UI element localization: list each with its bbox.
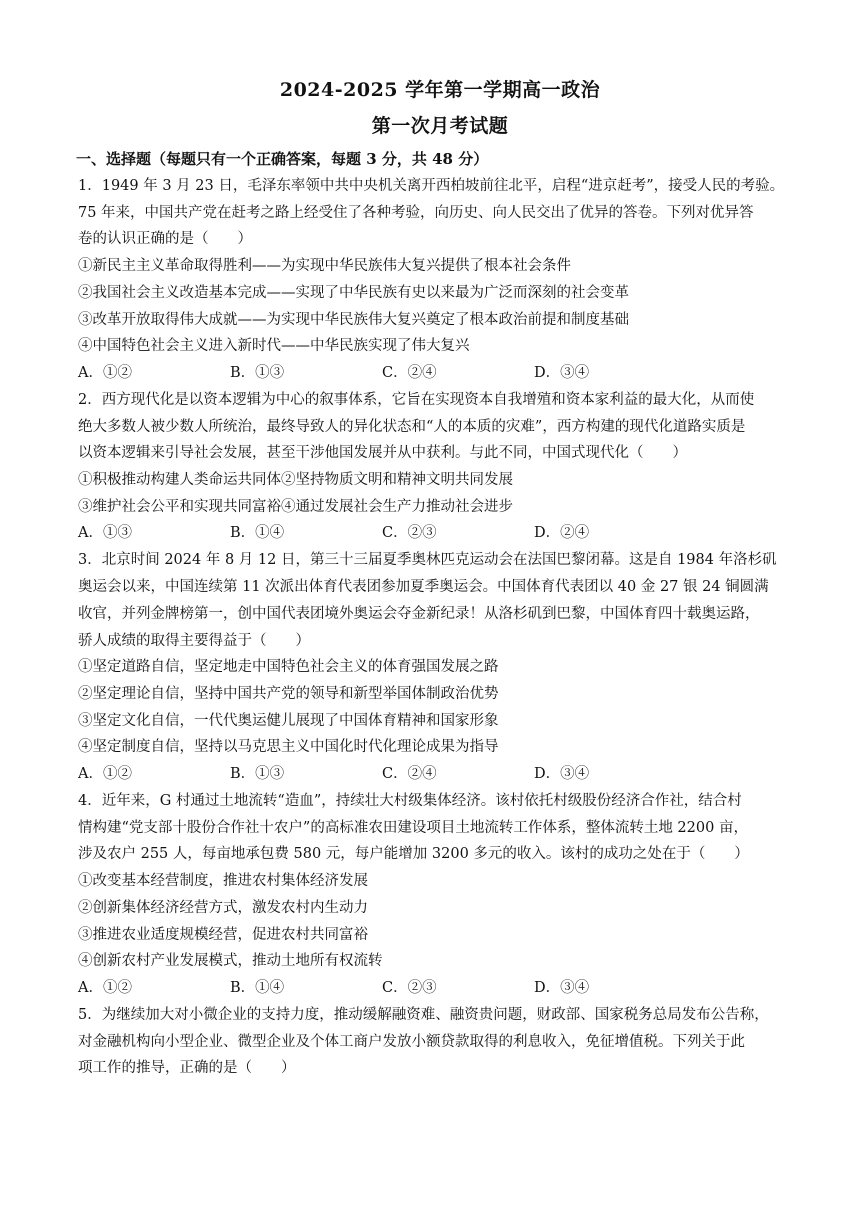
question-stem-line: 情构建“党支部十股份合作社十农户”的高标准农田建设项目土地流转工作体系，整体流转土地 2200 亩， <box>78 819 748 836</box>
statement-item: ④中国特色社会主义进入新时代——中华民族实现了伟大复兴 <box>78 338 470 355</box>
answer-option[interactable]: B．①④ <box>230 525 285 542</box>
answer-option[interactable]: A．①② <box>78 979 132 996</box>
question-stem-line: 收官，并列金牌榜第一，创中国代表团境外奥运会夺金新纪录！从洛杉矶到巴黎，中国体育四十载奥运路， <box>78 605 760 622</box>
question-stem-line: 4．近年来，G 村通过土地流转“造血”，持续壮大村级集体经济。该村依托村级股份经济合作社，结合村 <box>78 793 742 810</box>
question-stem-line: 75 年来，中国共产党在赶考之路上经受住了各种考验，向历史、向人民交出了优异的答卷。下列对优异答 <box>78 204 754 221</box>
statement-item: ③维护社会公平和实现共同富裕④通过发展社会生产力推动社会进步 <box>78 498 513 515</box>
answer-option[interactable]: C．②③ <box>382 525 437 542</box>
statement-item: ②我国社会主义改造基本完成——实现了中华民族有史以来最为广泛而深刻的社会变革 <box>78 284 629 301</box>
question-stem-line: 卷的认识正确的是（ ） <box>78 231 252 248</box>
question-stem-line: 绝大多数人被少数人所统治，最终导致人的异化状态和“人的本质的灾难”，西方构建的现代化道路实质是 <box>78 418 746 435</box>
question-stem-line: 以资本逻辑来引导社会发展，甚至干涉他国发展并从中获利。与此不同，中国式现代化（ ） <box>78 445 687 462</box>
answer-option[interactable]: B．①④ <box>230 979 285 996</box>
exam-subtitle: 第一次月考试题 <box>371 115 509 137</box>
question-stem-line: 1．1949 年 3 月 23 日，毛泽东率领中共中央机关离开西柏坡前往北平，启程“进京赶考”，接受人民的考验。 <box>78 178 785 194</box>
answer-option[interactable]: D．③④ <box>534 364 590 381</box>
statement-item: ①积极推动构建人类命运共同体②坚持物质文明和精神文明共同发展 <box>78 472 513 489</box>
answer-options <box>78 975 802 1002</box>
answer-option[interactable]: B．①③ <box>230 766 285 783</box>
answer-options <box>78 360 802 387</box>
statement-item: ①坚定道路自信，坚定地走中国特色社会主义的体育强国发展之路 <box>78 659 499 676</box>
answer-option[interactable]: B．①③ <box>230 364 285 381</box>
statement-item: ②创新集体经济经营方式，激发农村内生动力 <box>78 899 368 916</box>
answer-option[interactable]: D．②④ <box>534 525 590 542</box>
question-4 <box>78 788 802 1002</box>
answer-option[interactable]: D．③④ <box>534 766 590 783</box>
question-stem-line: 5．为继续加大对小微企业的支持力度，推动缓解融资难、融资贵问题，财政部、国家税务总局发布公告称， <box>78 1006 769 1023</box>
statement-item: ③推进农业适度规模经营，促进农村共同富裕 <box>78 926 368 943</box>
answer-option[interactable]: D．③④ <box>534 979 590 996</box>
section-heading: 一、选择题（每题只有一个正确答案，每题 3 分，共 48 分） <box>76 150 489 168</box>
question-stem-line: 项工作的推导，正确的是（ ） <box>78 1060 296 1077</box>
question-stem-line: 对金融机构向小型企业、微型企业及个体工商户发放小额贷款取得的利息收入，免征增值税。下列关于此 <box>78 1033 745 1050</box>
statement-item: ④坚定制度自信，坚持以马克思主义中国化时代化理论成果为指导 <box>78 739 499 756</box>
statement-item: ③坚定文化自信，一代代奥运健儿展现了中国体育精神和国家形象 <box>78 712 499 729</box>
answer-options <box>78 520 802 547</box>
statement-item: ②坚定理论自信，坚持中国共产党的领导和新型举国体制政治优势 <box>78 685 499 702</box>
answer-option[interactable]: C．②④ <box>382 766 437 783</box>
question-1 <box>78 173 802 387</box>
question-2 <box>78 387 802 548</box>
question-stem-line: 奥运会以来，中国连续第 11 次派出体育代表团参加夏季奥运会。中国体育代表团以 40 金 27 银 24 铜圆满 <box>78 579 769 596</box>
answer-option[interactable]: A．①② <box>78 364 132 381</box>
question-stem-line: 涉及农户 255 人，每亩地承包费 580 元，每户能增加 3200 多元的收入。该村的成功之处在于（ ） <box>78 846 749 863</box>
question-stem-line: 3．北京时间 2024 年 8 月 12 日，第三十三届夏季奥林匹克运动会在法国巴黎闭幕。这是自 1984 年洛杉矶 <box>78 552 777 569</box>
question-stem-line: 2．西方现代化是以资本逻辑为中心的叙事体系，它旨在实现资本自我增殖和资本家利益的最大化，从而使 <box>78 391 755 408</box>
statement-item: ①新民主主义革命取得胜利——为实现中华民族伟大复兴提供了根本社会条件 <box>78 258 571 275</box>
statement-item: ①改变基本经营制度，推进农村集体经济发展 <box>78 873 368 890</box>
question-list <box>78 173 802 1082</box>
question-5 <box>78 1002 802 1082</box>
answer-options <box>78 761 802 788</box>
question-stem-line: 骄人成绩的取得主要得益于（ ） <box>78 632 310 649</box>
answer-option[interactable]: A．①② <box>78 766 132 783</box>
question-3 <box>78 547 802 788</box>
answer-option[interactable]: C．②③ <box>382 979 437 996</box>
answer-option[interactable]: A．①③ <box>78 525 132 542</box>
statement-item: ④创新农村产业发展模式，推动土地所有权流转 <box>78 953 383 970</box>
answer-option[interactable]: C．②④ <box>382 364 437 381</box>
statement-item: ③改革开放取得伟大成就——为实现中华民族伟大复兴奠定了根本政治前提和制度基础 <box>78 311 629 328</box>
exam-title: 2024-2025 学年第一学期高一政治 <box>279 79 601 101</box>
